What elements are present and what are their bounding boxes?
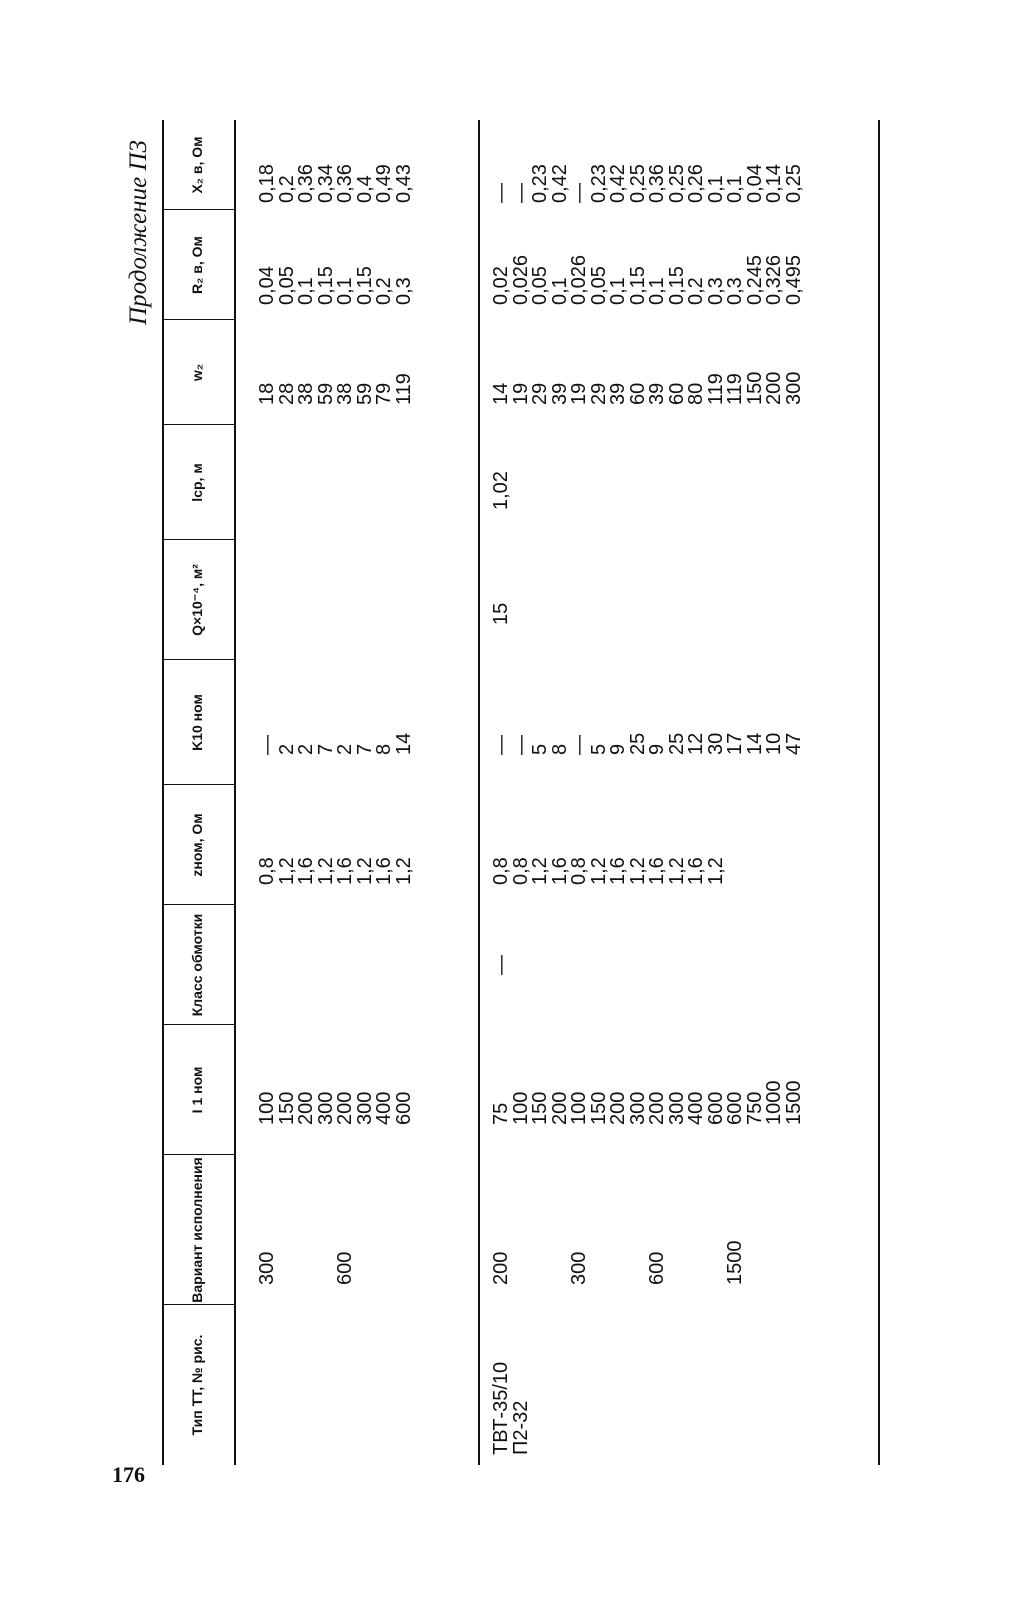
header-x: X₂ в, Ом	[188, 136, 205, 194]
block1-variant: 300 600	[256, 1251, 356, 1285]
block2-type: ТВТ-35/10 П2-32	[490, 1361, 532, 1455]
block1-r: 0,04 0,05 0,1 0,15 0,1 0,15 0,2 0,3	[256, 266, 415, 305]
header-type: Тип ТТ, № рис.	[188, 1334, 205, 1436]
rotated-table-block	[120, 120, 880, 1465]
header-l: lср, м	[188, 463, 205, 502]
header-class: Класс обмотки	[188, 913, 205, 1017]
table-caption: Продолжение П3	[125, 140, 152, 325]
table-bottom-rule	[878, 120, 880, 1465]
header-variant: Вариант исполнения	[188, 1157, 205, 1303]
block1-z: 0,8 1,2 1,6 1,2 1,6 1,2 1,6 1,2	[256, 857, 415, 885]
block2-q: 15	[490, 602, 512, 625]
block1-w: 18 28 38 59 38 59 79 119	[256, 373, 415, 405]
block2-l: 1,02	[490, 471, 512, 510]
block2-class: —	[490, 955, 512, 975]
block2-variant: 200 300 600 1500	[490, 1240, 746, 1285]
page-number: 176	[112, 1462, 145, 1487]
block2-x: — — 0,23 0,42 — 0,23 0,42 0,25 0,36 0,25 0,26 0,1 0,1 0,04 0,14 0,25	[490, 164, 805, 203]
header-z: zном, Ом	[188, 813, 205, 877]
block1-i1: 100 150 200 300 200 300 400 600	[256, 1091, 415, 1125]
header-w: w₂	[188, 363, 205, 382]
header-rule	[234, 120, 236, 1465]
block2-i1: 75 100 150 200 100 150 200 300 200 300 400 600 600 750 1000 1500	[490, 1080, 805, 1125]
block2-k10: — — 5 8 — 5 9 25 9 25 12 30 17 14 10 47	[490, 732, 805, 755]
section-rule	[478, 120, 480, 1465]
block2-z: 0,8 0,8 1,2 1,6 0,8 1,2 1,6 1,2 1,6 1,2 1,6 1,2	[490, 857, 727, 885]
header-k10: K10 ном	[188, 694, 205, 751]
block2-w: 14 19 29 39 19 29 39 60 39 60 80 119 119 150 200 300	[490, 371, 805, 405]
header-r: R₂ в, Ом	[188, 236, 205, 294]
block1-x: 0,18 0,2 0,36 0,34 0,36 0,4 0,49 0,43	[256, 164, 415, 203]
header-q: Q×10⁻⁴, м²	[188, 564, 205, 636]
block2-r: 0,02 0,026 0,05 0,1 0,026 0,05 0,1 0,15 0,1 0,15 0,2 0,3 0,3 0,245 0,326 0,495	[490, 254, 805, 305]
header-i1: I 1 ном	[188, 1066, 205, 1114]
block1-k10: — 2 2 7 2 7 8 14	[256, 732, 415, 755]
